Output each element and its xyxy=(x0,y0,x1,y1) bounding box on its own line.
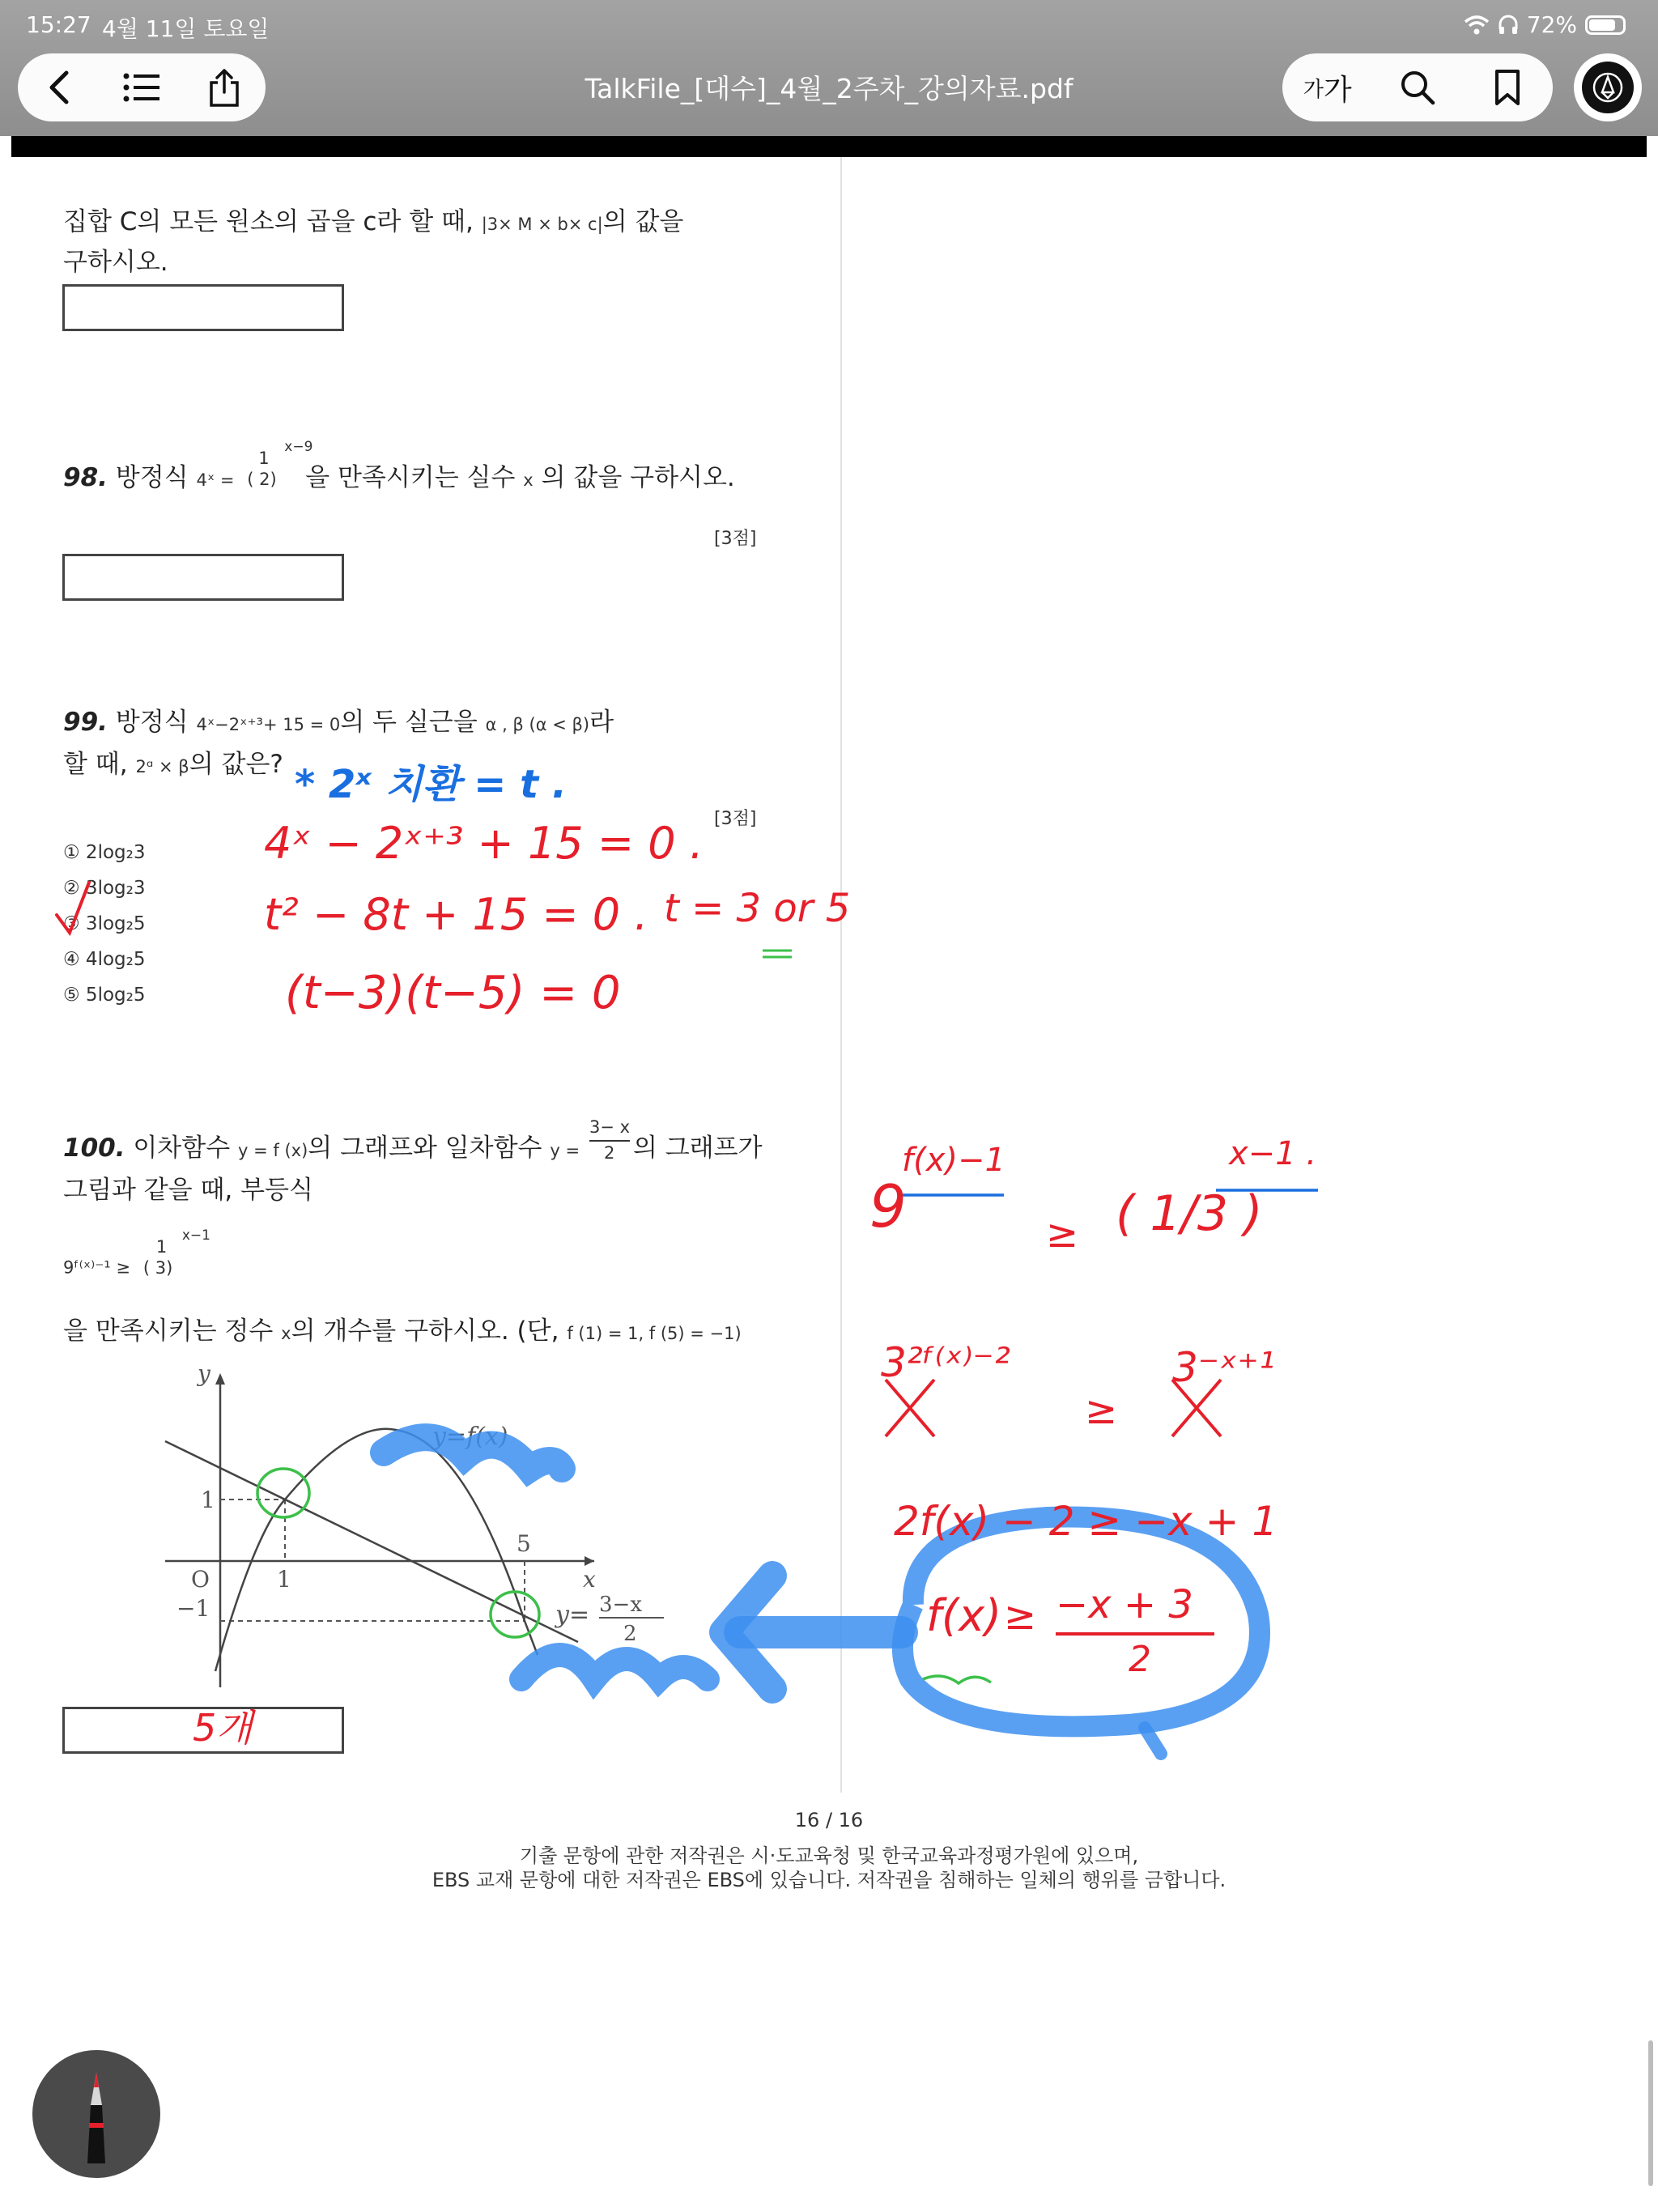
hw-r1-exp: f(x)−1 xyxy=(902,1142,1005,1179)
choice-5[interactable]: ⑤ 5log₂5 xyxy=(63,985,146,1006)
q100-g-num: 3− x xyxy=(589,1117,630,1137)
q99-number: 99. xyxy=(63,708,108,737)
q100-g: y = xyxy=(550,1141,580,1160)
q99-equation: 4ˣ−2ˣ⁺³+ 15 = 0 xyxy=(196,715,341,734)
q99-line2b: 의 값은? xyxy=(189,750,283,779)
q100-f: y = f (x) xyxy=(238,1141,308,1160)
hw-cross-1 xyxy=(886,1380,934,1436)
q98-frac-num: 1 xyxy=(258,448,270,468)
hw-marks-q99 xyxy=(11,157,1647,2212)
label-f: y=f(x) xyxy=(432,1423,508,1451)
graph-y-label: y xyxy=(198,1360,210,1387)
q98-points: [3점] xyxy=(714,529,757,549)
q98-var: x xyxy=(523,470,534,490)
q97-text: 집합 C의 모든 원소의 곱을 c라 할 때, xyxy=(63,207,474,236)
hw-r4-bar xyxy=(1056,1632,1214,1636)
q99-end: 라 xyxy=(589,708,614,737)
hw-r4-num: −x + 3 xyxy=(1056,1582,1193,1627)
bookmark-button[interactable] xyxy=(1483,63,1532,112)
hw-r1-base: 9 xyxy=(869,1172,907,1240)
tick-x1: 1 xyxy=(277,1566,291,1593)
q100-g-den: 2 xyxy=(603,1142,615,1163)
share-icon xyxy=(208,68,240,107)
q98-prefix: 방정식 xyxy=(115,463,189,492)
q97-line2: 구하시오. xyxy=(63,248,168,277)
font-large-label: 가 xyxy=(1323,73,1352,107)
q99-expr: 2ᵅ × β xyxy=(135,757,189,776)
hw-r2-rhs: 3⁻ˣ⁺¹ xyxy=(1172,1344,1275,1391)
hw-r1-rhs: ( 1/3 ) xyxy=(1116,1185,1263,1242)
q98-lhs: 4ˣ = xyxy=(196,470,235,490)
q100-l1a: 이차함수 xyxy=(133,1134,231,1163)
q99-mid: 의 두 실근을 xyxy=(340,708,478,737)
chevron-left-icon xyxy=(47,70,71,105)
pencil-icon xyxy=(32,2050,160,2178)
hw-red-line1: 4ˣ − 2ˣ⁺³ + 15 = 0 . xyxy=(264,818,704,869)
hw-green-underline xyxy=(763,951,792,957)
q100-condition: f (1) = 1, f (5) = −1) xyxy=(567,1324,742,1343)
hw-green-squiggle xyxy=(923,1676,991,1683)
choice-2[interactable]: ② 3log₂3 xyxy=(63,878,146,899)
search-icon xyxy=(1400,70,1435,105)
status-bar xyxy=(0,0,1658,49)
q97-expr: |3× M × b× c| xyxy=(481,215,603,234)
pencil-tool-button[interactable] xyxy=(32,2050,160,2178)
label-g-num: 3−x xyxy=(599,1593,642,1617)
q100-line4-var: x xyxy=(281,1324,291,1343)
wifi-icon xyxy=(1464,15,1490,36)
top-toolbar xyxy=(0,0,1658,136)
q98-frac-den: ( 2) xyxy=(247,469,277,489)
hw-red-line3: (t−3)(t−5) = 0 xyxy=(285,967,621,1019)
back-button[interactable] xyxy=(35,63,83,112)
choice-1[interactable]: ① 2log₂3 xyxy=(63,842,146,863)
scroll-indicator[interactable] xyxy=(1648,2040,1653,2186)
list-icon xyxy=(123,73,160,102)
q98-number: 98. xyxy=(63,463,108,492)
hw-r4-lhs: f(x) xyxy=(926,1590,1002,1641)
text-size-button[interactable] xyxy=(1303,63,1352,112)
pen-tip-icon xyxy=(1592,71,1624,104)
hw-r1-rexp: x−1 . xyxy=(1229,1135,1317,1172)
hw-r4-den: 2 xyxy=(1129,1639,1151,1680)
hw-red-line4: t = 3 or 5 xyxy=(664,886,851,931)
battery-percent: 72% xyxy=(1526,11,1577,38)
q99-points: [3점] xyxy=(714,809,757,829)
q100-line4b: 의 개수를 구하시오. (단, xyxy=(291,1317,559,1346)
q100-ineq-lhs: 9ᶠ⁽ˣ⁾⁻¹ ≥ xyxy=(63,1257,130,1278)
choice-3[interactable]: ③ 3log₂5 xyxy=(63,913,146,934)
tick-x5: 5 xyxy=(517,1530,531,1557)
handwritten-answer: 5개 xyxy=(193,1706,253,1750)
hw-r1-mid: ≥ xyxy=(1046,1211,1079,1257)
label-g-den: 2 xyxy=(623,1622,637,1646)
q100-line4a: 을 만족시키는 정수 xyxy=(63,1317,274,1346)
hw-r2-lhs: 3²ᶠ⁽ˣ⁾⁻² xyxy=(881,1339,1010,1386)
q99-roots: α , β (α < β) xyxy=(485,715,590,734)
nav-button-group xyxy=(18,53,266,121)
search-button[interactable] xyxy=(1393,63,1442,112)
graph-origin: O xyxy=(191,1566,210,1593)
page-number: 16 / 16 xyxy=(794,1809,864,1831)
headphones-icon xyxy=(1498,15,1519,36)
q98-end: 의 값을 구하시오. xyxy=(541,463,735,492)
hw-checkmark xyxy=(57,883,89,933)
status-date: 4월 11일 토요일 xyxy=(102,15,270,42)
tools-button-group xyxy=(1282,53,1553,121)
choice-4[interactable]: ④ 4log₂5 xyxy=(63,949,146,970)
hw-r2-mid: ≥ xyxy=(1085,1388,1118,1433)
q100-ineq-exp: x−1 xyxy=(181,1227,210,1244)
tick-ym1: −1 xyxy=(176,1595,210,1622)
document-title: TalkFile_[대수]_4월_2주차_강의자료.pdf xyxy=(585,73,1073,104)
graph-x-label: x xyxy=(583,1566,596,1593)
q99-line2a: 할 때, xyxy=(63,750,128,779)
label-g: y= xyxy=(555,1601,590,1629)
battery-icon xyxy=(1585,15,1626,35)
font-small-label: 가 xyxy=(1303,77,1324,102)
q100-l1c: 의 그래프가 xyxy=(632,1134,763,1163)
q100-ineq-den: ( 3) xyxy=(142,1258,173,1278)
q100-line2: 그림과 같을 때, 부등식 xyxy=(63,1176,313,1205)
q100-l1b: 의 그래프와 일차함수 xyxy=(308,1134,542,1163)
hw-red-line2: t² − 8t + 15 = 0 . xyxy=(264,889,648,940)
hw-blue-note: * 2ˣ 치환 = t . xyxy=(295,762,567,807)
status-time: 15:27 xyxy=(26,11,91,38)
pdf-page[interactable] xyxy=(11,157,1647,2212)
markup-button[interactable] xyxy=(1574,53,1642,121)
tick-y1: 1 xyxy=(201,1487,215,1513)
q100-ineq-num: 1 xyxy=(155,1237,168,1257)
outline-button[interactable] xyxy=(117,63,166,112)
q98-suffix: 을 만족시키는 실수 xyxy=(305,463,516,492)
q100-number: 100. xyxy=(63,1134,125,1163)
share-button[interactable] xyxy=(200,63,249,112)
q97-text-end: 의 값을 xyxy=(602,207,684,236)
q98-exponent: x−9 xyxy=(284,438,313,455)
hw-r4-mid: ≥ xyxy=(1004,1593,1037,1639)
copyright-line2: EBS 교재 문항에 대한 저작권은 EBS에 있습니다. 저작권을 침해하는 일체의 행위를 금합니다. xyxy=(432,1869,1226,1891)
copyright-line1: 기출 문항에 관한 저작권은 시·도교육청 및 한국교육과정평가원에 있으며, xyxy=(519,1844,1139,1867)
page-top-border xyxy=(11,136,1647,157)
q99-prefix: 방정식 xyxy=(115,708,189,737)
bookmark-icon xyxy=(1494,69,1520,106)
hw-r3: 2f(x) − 2 ≥ −x + 1 xyxy=(894,1498,1278,1545)
